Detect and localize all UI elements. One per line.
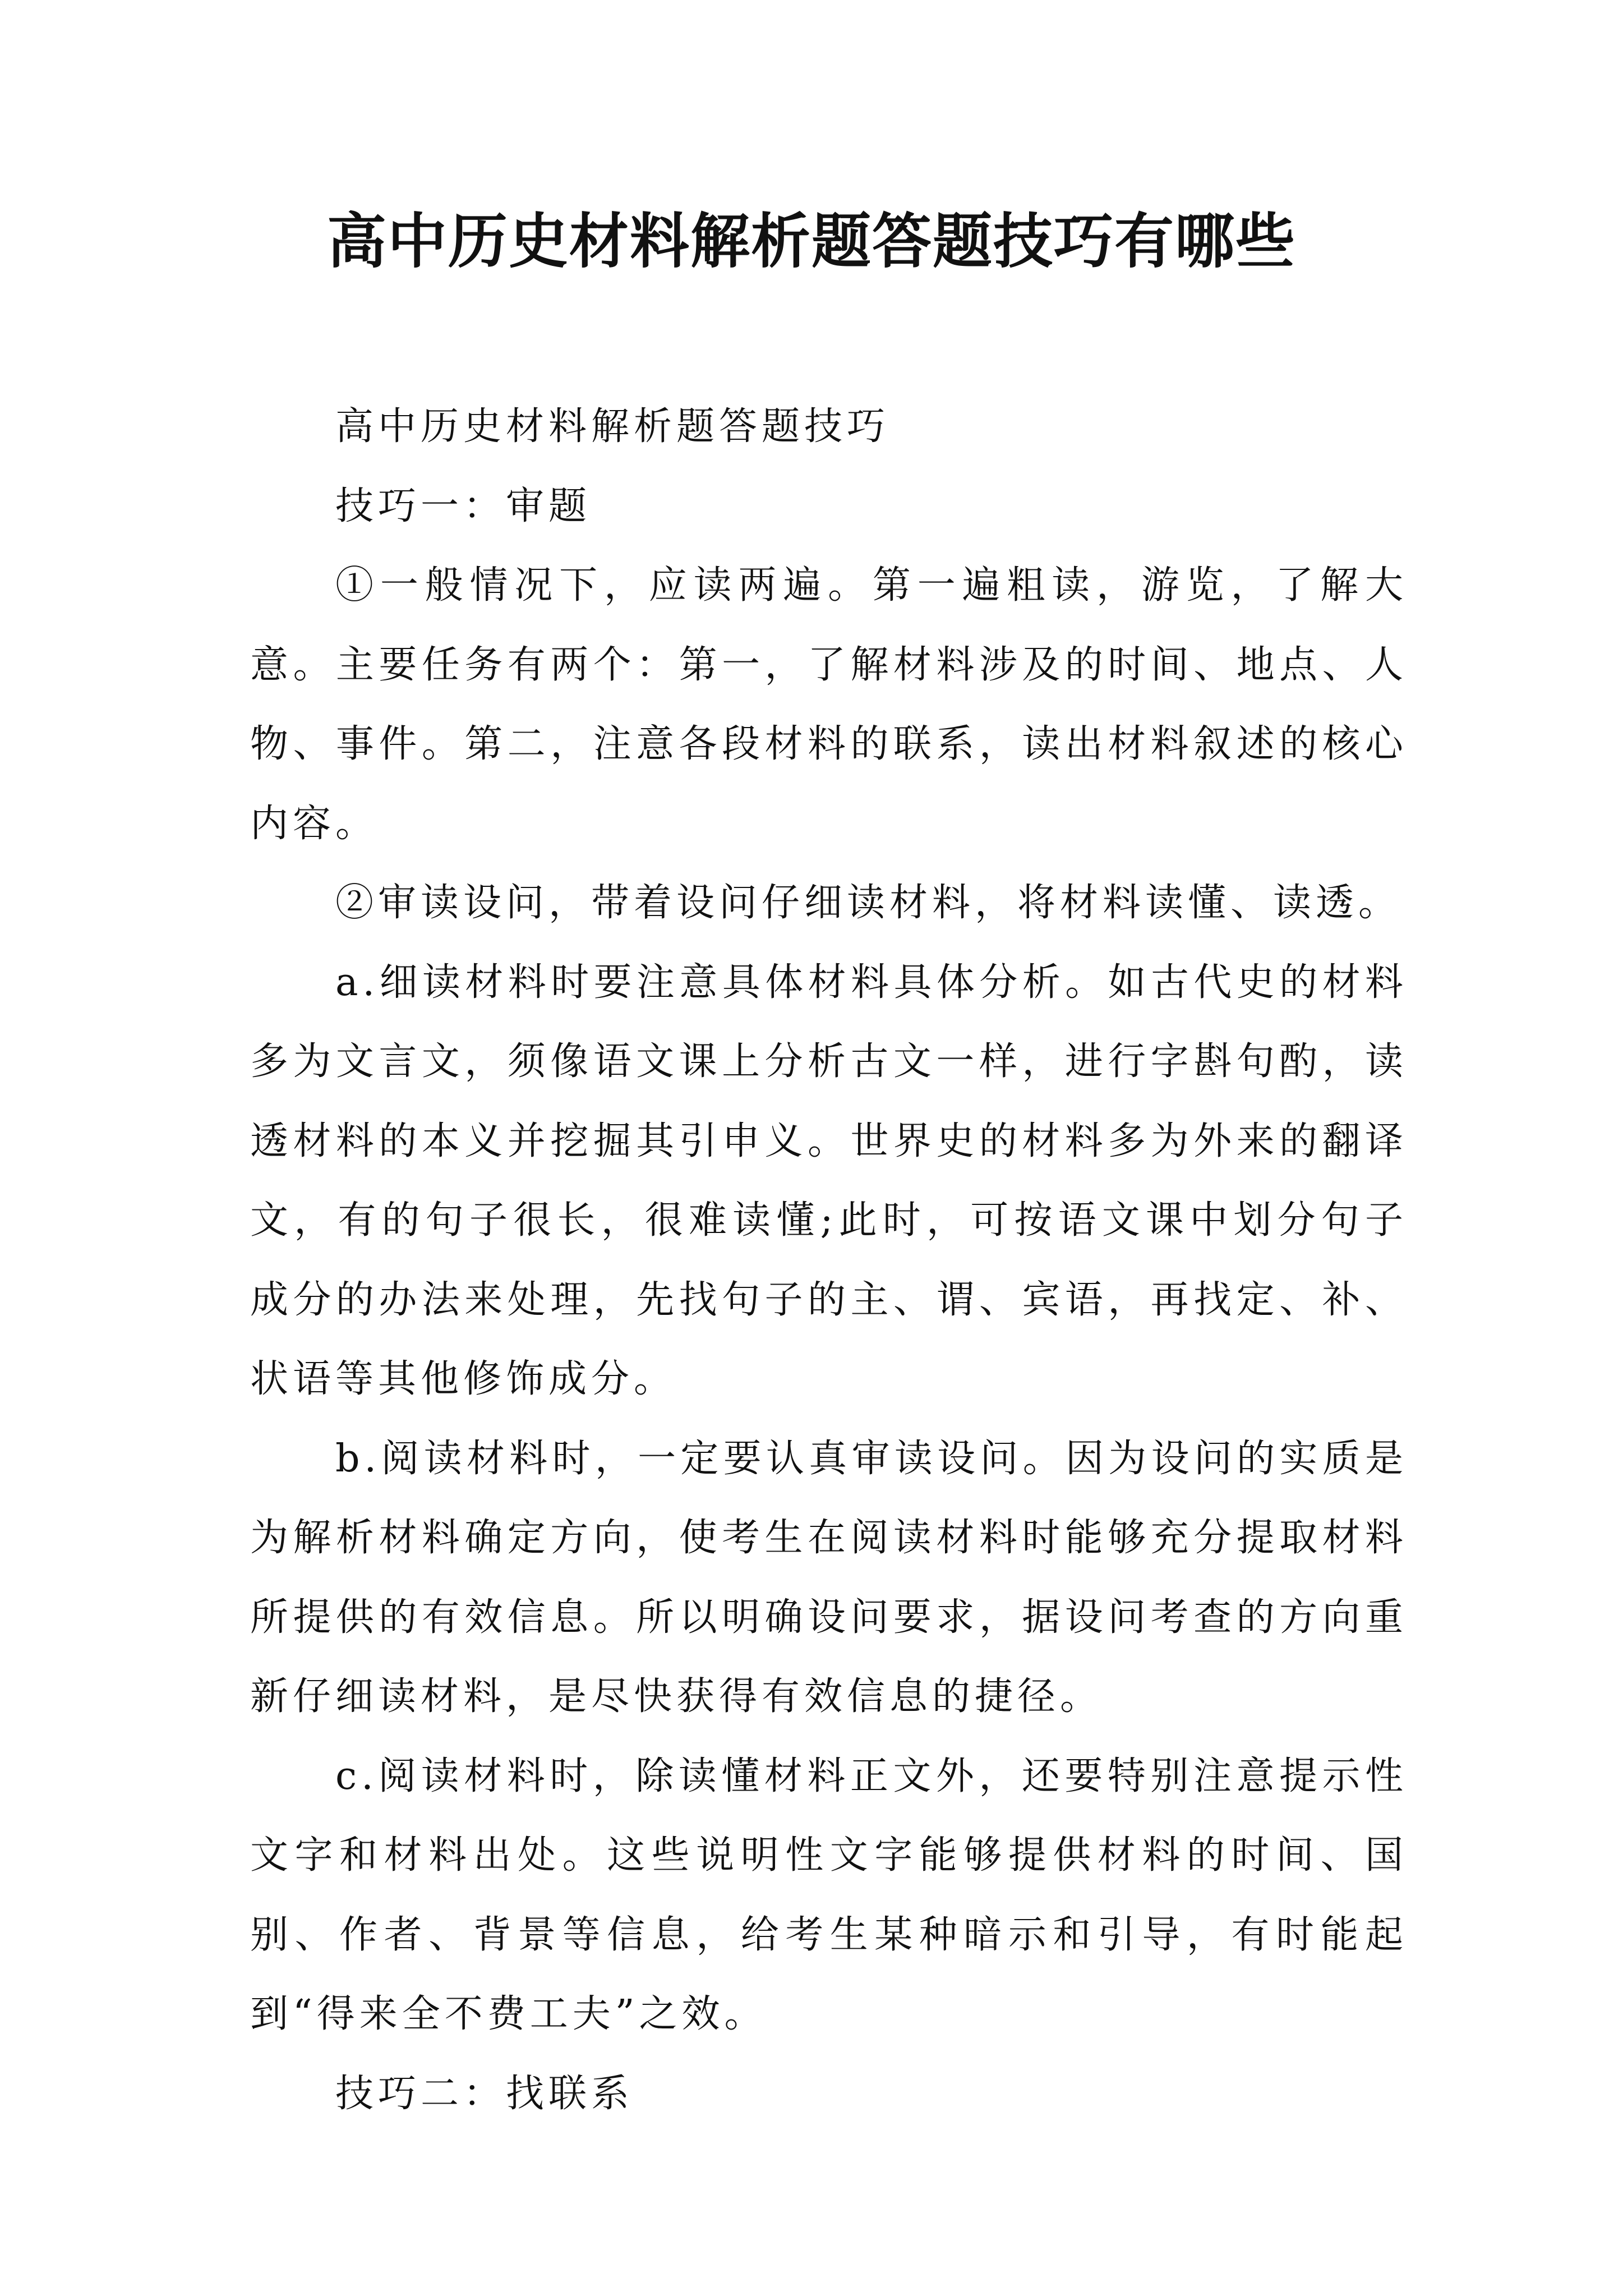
body-paragraph: ②审读设问，带着设问仔细读材料，将材料读懂、读透。: [335, 881, 1401, 925]
body-paragraph: ①一般情况下，应读两遍。第一遍粗读，游览，了解大意。主要任务有两个：第一，了解材料涉及的时间、地点、人物、事件。第二，注意各段材料的联系，读出材料叙述的核心内容。: [250, 563, 1408, 846]
body-paragraph: c.阅读材料时，除读懂材料正文外，还要特别注意提示性文字和材料出处。这些说明性文字能够提供材料的时间、国别、作者、背景等信息，给考生某种暗示和引导，有时能起到“得来全不费工夫”之效。: [250, 1754, 1408, 2036]
body-paragraph: b.阅读材料时，一定要认真审读设问。因为设问的实质是为解析材料确定方向，使考生在阅读材料时能够充分提取材料所提供的有效信息。所以明确设问要求，据设问考查的方向重新仔细读材料，是尽快获得有效信息的捷径。: [250, 1436, 1408, 1719]
document-body: [250, 387, 1408, 2133]
document-title: 高中历史材料解析题答题技巧有哪些: [327, 206, 1296, 276]
tip-heading: 技巧一：审题: [335, 484, 592, 528]
body-paragraph: a.细读材料时要注意具体材料具体分析。如古代史的材料多为文言文，须像语文课上分析古文一样，进行字斟句酌，读透材料的本义并挖掘其引申义。世界史的材料多为外来的翻译文，有的句子很长，很难读懂;此时，可按语文课中划分句子成分的办法来处理，先找句子的主、谓、宾语，再找定、补、状语等其他修饰成分。: [250, 960, 1408, 1401]
tip-heading: 技巧二：找联系: [335, 2071, 634, 2116]
section-heading: 高中历史材料解析题答题技巧: [335, 404, 890, 449]
